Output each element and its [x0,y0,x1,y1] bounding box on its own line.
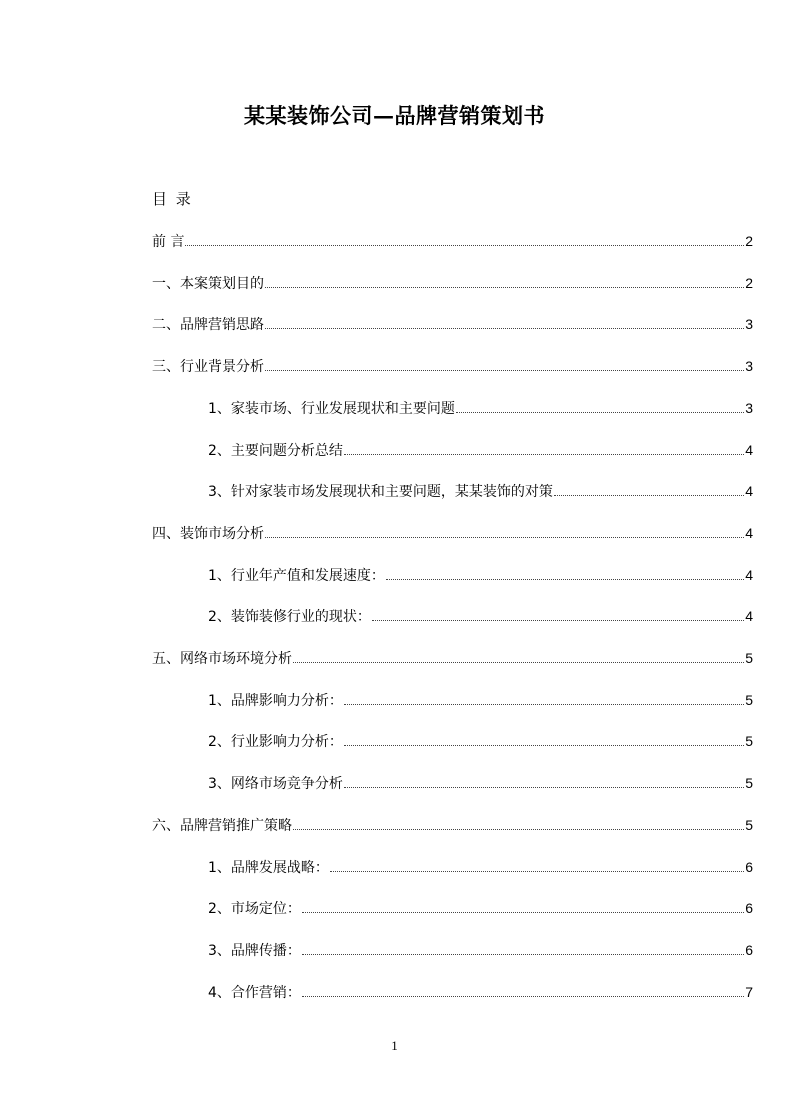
toc-entry-text: 前 言 [152,234,185,250]
page-number: 1 [391,1038,398,1053]
toc-entry[interactable] [208,688,753,712]
toc-entry[interactable] [152,312,753,336]
toc-entry-text: 六、品牌营销推广策略 [152,817,292,834]
toc-leader [344,744,744,746]
toc-entry-page: 3 [745,358,753,375]
toc-entry-text: 2、主要问题分析总结 [208,442,343,459]
toc-leader [344,703,744,705]
toc-leader [265,369,744,371]
toc-entry-page: 6 [745,941,753,958]
toc-entry-page: 5 [745,733,753,750]
toc-entry-text: 3、品牌传播： [208,942,301,959]
toc-leader [344,453,744,455]
toc-leader [293,661,744,663]
toc-entry-text: 1、行业年产值和发展速度： [208,567,385,584]
toc-leader [302,911,744,913]
toc-entry-page: 4 [745,524,753,541]
toc-entry-text: 2、行业影响力分析： [208,734,343,751]
toc-leader [386,578,744,580]
toc-entry[interactable] [208,479,753,503]
toc-leader [265,536,744,538]
toc-entry[interactable] [208,438,753,462]
toc-entry-text: 1、品牌发展战略： [208,859,329,876]
toc-leader [554,494,744,496]
toc-entry-text: 一、本案策划目的 [152,275,264,292]
toc-entry[interactable] [152,229,753,253]
toc-heading: 目 录 [152,190,193,208]
toc-entry[interactable] [152,354,753,378]
toc-entry[interactable] [208,771,753,795]
toc-entry-page: 2 [745,274,753,291]
toc-entry[interactable] [208,729,753,753]
toc-leader [372,619,744,621]
toc-leader [293,828,744,830]
toc-entry-page: 6 [745,900,753,917]
toc-entry-page: 7 [745,983,753,1000]
toc-entry-text: 1、家装市场、行业发展现状和主要问题 [208,400,455,417]
toc-entry-page: 5 [745,691,753,708]
toc-entry-page: 5 [745,816,753,833]
toc-entry[interactable] [208,980,753,1004]
toc-entry[interactable] [208,938,753,962]
toc-entry[interactable] [208,563,753,587]
toc-entry[interactable] [152,271,753,295]
toc-leader [302,995,744,997]
toc-entry[interactable] [152,813,753,837]
toc-entry-page: 5 [745,775,753,792]
toc-leader [265,327,744,329]
toc-leader [330,870,744,872]
toc-entry-text: 2、装饰装修行业的现状： [208,609,371,626]
toc-entry-text: 四、装饰市场分析 [152,525,264,542]
document-title: 某某装饰公司—品牌营销策划书 [244,103,545,128]
toc-entry[interactable] [208,896,753,920]
toc-entry-text: 3、网络市场竞争分析 [208,776,343,793]
toc-entry-page: 2 [745,233,753,249]
toc-leader [265,286,744,288]
toc-entry-text: 4、合作营销： [208,984,301,1001]
toc-entry-text: 3、针对家装市场发展现状和主要问题，某某装饰的对策 [208,484,553,501]
toc-entry-page: 5 [745,650,753,666]
toc-entry-page: 4 [745,608,753,625]
toc-entry[interactable] [208,604,753,628]
toc-entry[interactable] [152,646,753,670]
toc-entry-page: 6 [745,858,753,875]
toc-entry-page: 3 [745,399,753,416]
toc-entry-text: 1、品牌影响力分析： [208,692,343,709]
toc-entry[interactable] [208,855,753,879]
toc-leader [344,786,744,788]
toc-entry-text: 三、行业背景分析 [152,359,264,376]
toc-entry-text: 二、品牌营销思路 [152,317,264,334]
toc-leader [302,953,744,955]
toc-entry-text: 2、市场定位： [208,901,301,918]
toc-entry-page: 4 [745,441,753,458]
toc-entry-page: 4 [745,566,753,583]
toc-entry[interactable] [152,521,753,545]
toc-leader [456,411,744,413]
toc-entry[interactable] [208,396,753,420]
toc-entry-page: 3 [745,316,753,333]
toc-entry-text: 五、网络市场环境分析 [152,651,292,667]
toc-entry-page: 4 [745,483,753,500]
toc-leader [185,244,744,246]
